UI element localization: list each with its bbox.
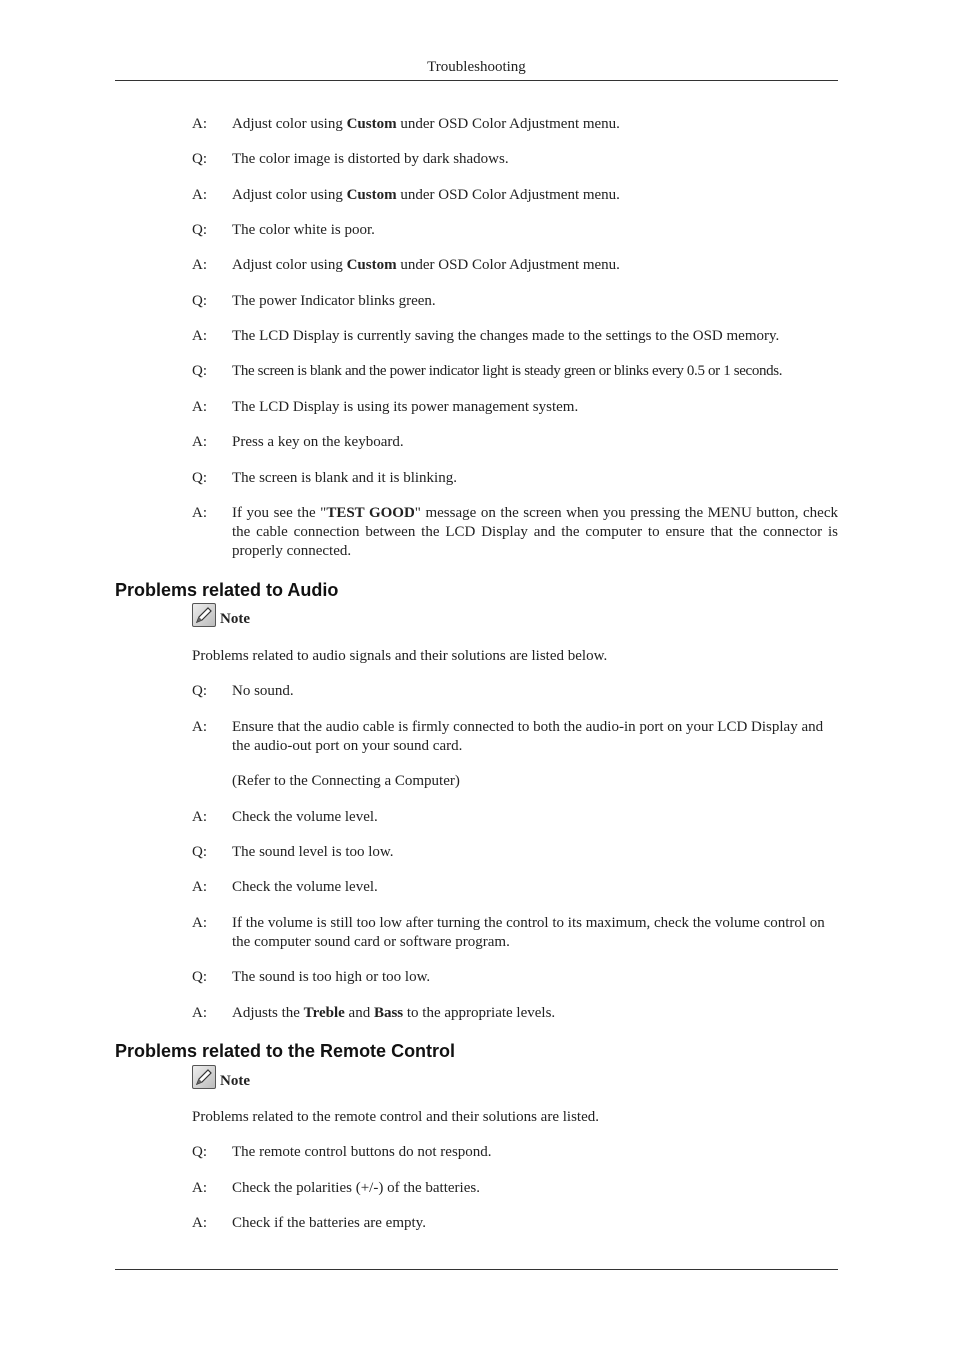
qa-item <box>192 504 838 561</box>
qa-label: A: <box>192 719 207 735</box>
qa-text: The LCD Display is using its power management system. <box>232 399 579 415</box>
qa-label: A: <box>192 116 207 132</box>
note-callout <box>192 603 250 627</box>
qa-text: Check if the batteries are empty. <box>232 1215 426 1231</box>
qa-item <box>192 221 838 240</box>
qa-item <box>192 150 838 169</box>
qa-item <box>192 1179 838 1198</box>
qa-item <box>192 1143 838 1162</box>
qa-text: If the volume is still too low after turning the control to its maximum, check the volume control on the computer sound card or software program. <box>232 915 825 950</box>
qa-label: Q: <box>192 1144 207 1160</box>
qa-label: A: <box>192 1215 207 1231</box>
qa-label: A: <box>192 187 207 203</box>
qa-item <box>232 772 838 791</box>
qa-item <box>192 682 838 701</box>
qa-item <box>192 968 838 987</box>
qa-label: A: <box>192 328 207 344</box>
qa-item <box>192 1214 838 1233</box>
bold-term: Custom <box>346 257 397 273</box>
qa-label: Q: <box>192 363 207 379</box>
header-rule <box>115 80 838 81</box>
qa-text: Check the polarities (+/-) of the batteries. <box>232 1180 480 1196</box>
qa-item <box>192 718 838 756</box>
qa-item <box>192 115 838 134</box>
qa-text: The color white is poor. <box>232 222 375 238</box>
qa-text: Check the volume level. <box>232 809 378 825</box>
qa-label: Q: <box>192 969 207 985</box>
section-heading-remote: Problems related to the Remote Control <box>115 1041 456 1061</box>
qa-text: Adjust color using Custom under OSD Color Adjustment menu. <box>232 257 620 273</box>
bold-term: TEST GOOD <box>326 505 415 521</box>
qa-item <box>192 469 838 488</box>
note-pencil-icon <box>192 603 216 627</box>
qa-text: No sound. <box>232 683 294 699</box>
qa-text: The sound is too high or too low. <box>232 969 431 985</box>
qa-text: The LCD Display is currently saving the changes made to the settings to the OSD memory. <box>232 328 780 344</box>
qa-label: Q: <box>192 151 207 167</box>
qa-item <box>192 914 838 952</box>
qa-item <box>192 433 838 452</box>
qa-label: A: <box>192 879 207 895</box>
qa-label: Q: <box>192 470 207 486</box>
qa-label: A: <box>192 399 207 415</box>
qa-item <box>192 292 838 311</box>
qa-text: Check the volume level. <box>232 879 378 895</box>
qa-text: Ensure that the audio cable is firmly connected to both the audio-in port on your LCD Display and the audio-out port on your sound card. <box>232 719 824 754</box>
note-label: Note <box>220 1073 250 1089</box>
qa-text: Adjusts the Treble and Bass to the appropriate levels. <box>232 1005 556 1021</box>
bold-term: Custom <box>346 116 397 132</box>
qa-text: The sound level is too low. <box>232 844 394 860</box>
qa-label: Q: <box>192 222 207 238</box>
qa-text: The remote control buttons do not respond. <box>232 1144 492 1160</box>
qa-item <box>192 808 838 827</box>
page-header-title: Troubleshooting <box>427 59 526 75</box>
note-callout <box>192 1065 250 1089</box>
qa-item <box>192 843 838 862</box>
qa-text: Press a key on the keyboard. <box>232 434 404 450</box>
bold-term: Custom <box>346 187 397 203</box>
qa-label: A: <box>192 809 207 825</box>
qa-text: (Refer to the Connecting a Computer) <box>232 773 460 789</box>
qa-item <box>192 327 838 346</box>
qa-item <box>192 398 838 417</box>
qa-text: If you see the "TEST GOOD" message on the screen when you pressing the MENU button, check the cable connection between the LCD Display and the computer to ensure that the connector is properly connected. <box>232 505 839 559</box>
bold-term: Bass <box>373 1005 404 1021</box>
note-pencil-icon <box>192 1065 216 1089</box>
qa-label: A: <box>192 434 207 450</box>
qa-text: The screen is blank and the power indicator light is steady green or blinks every 0.5 or 1 seconds. <box>232 363 783 379</box>
qa-item <box>192 1004 838 1023</box>
qa-item <box>192 186 838 205</box>
qa-label: Q: <box>192 683 207 699</box>
qa-label: A: <box>192 1005 207 1021</box>
qa-text: The color image is distorted by dark shadows. <box>232 151 509 167</box>
qa-label: Q: <box>192 844 207 860</box>
qa-item <box>192 362 838 381</box>
qa-text: Adjust color using Custom under OSD Color Adjustment menu. <box>232 116 620 132</box>
qa-text: The power Indicator blinks green. <box>232 293 436 309</box>
qa-label: A: <box>192 1180 207 1196</box>
section-heading-audio: Problems related to Audio <box>115 580 339 600</box>
qa-item <box>192 878 838 897</box>
qa-label: A: <box>192 505 207 521</box>
qa-item <box>192 256 838 275</box>
footer-rule <box>115 1269 838 1270</box>
section-intro: Problems related to the remote control and their solutions are listed. <box>192 1109 599 1125</box>
bold-term: Treble <box>303 1005 345 1021</box>
section-intro: Problems related to audio signals and their solutions are listed below. <box>192 648 608 664</box>
qa-text: Adjust color using Custom under OSD Color Adjustment menu. <box>232 187 620 203</box>
qa-label: A: <box>192 915 207 931</box>
qa-text: The screen is blank and it is blinking. <box>232 470 457 486</box>
qa-label: Q: <box>192 293 207 309</box>
qa-label: A: <box>192 257 207 273</box>
note-label: Note <box>220 611 250 627</box>
